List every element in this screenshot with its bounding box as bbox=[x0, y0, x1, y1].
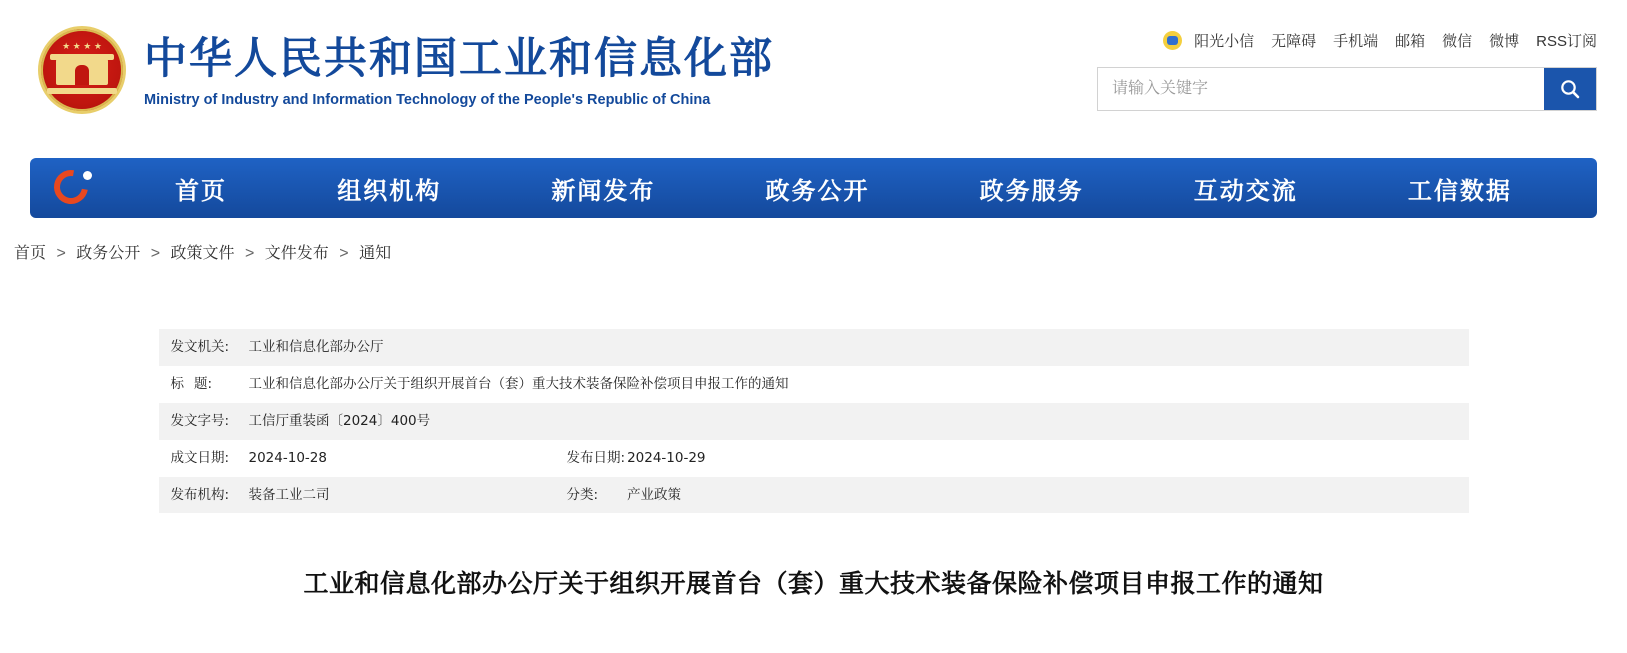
meta-value-department: 装备工业二司 bbox=[248, 486, 330, 503]
site-header bbox=[0, 0, 1627, 158]
breadcrumb-item-government-affairs[interactable]: 政务公开 bbox=[76, 245, 141, 262]
search-input[interactable] bbox=[1098, 68, 1544, 110]
meta-label-category-char: 分 bbox=[566, 486, 580, 503]
miit-swirl-logo-icon[interactable] bbox=[48, 168, 94, 208]
meta-label-title bbox=[159, 366, 247, 403]
meta-label-category-suffix: 类: bbox=[580, 486, 599, 503]
meta-label-title-char: 标 bbox=[170, 375, 194, 392]
top-links bbox=[1097, 30, 1597, 51]
site-title-en: Ministry of Industry and Information Technology of the People's Republic of China bbox=[144, 91, 711, 108]
table-row bbox=[159, 366, 1469, 403]
table-row bbox=[159, 477, 1469, 514]
top-link-accessibility[interactable]: 无障碍 bbox=[1271, 33, 1317, 50]
site-title-cn: 中华人民共和国工业和信息化部 bbox=[144, 34, 774, 85]
nav-item-organization[interactable]: 组织机构 bbox=[337, 176, 442, 205]
meta-label-published-date: 发布日期: bbox=[566, 449, 626, 466]
document-meta-table bbox=[159, 329, 1469, 513]
sunshine-icon bbox=[1163, 31, 1182, 50]
search-bar bbox=[1097, 67, 1597, 111]
meta-label-title-suffix: 题: bbox=[194, 375, 213, 392]
main-nav-wrapper bbox=[0, 158, 1627, 218]
breadcrumb-separator: > bbox=[56, 245, 66, 262]
nav-item-data[interactable]: 工信数据 bbox=[1407, 176, 1512, 205]
main-nav bbox=[30, 158, 1597, 218]
meta-value-published-date: 2024-10-29 bbox=[627, 449, 706, 466]
top-link-weibo[interactable]: 微博 bbox=[1489, 33, 1520, 50]
table-row bbox=[159, 329, 1469, 366]
meta-label-category bbox=[547, 477, 626, 514]
breadcrumb-item-home[interactable]: 首页 bbox=[14, 245, 47, 262]
top-link-sunshine[interactable]: 阳光小信 bbox=[1194, 33, 1255, 50]
breadcrumb-item-document-release[interactable]: 文件发布 bbox=[264, 245, 329, 262]
search-icon bbox=[1558, 77, 1582, 101]
breadcrumb bbox=[0, 218, 1627, 263]
breadcrumb-separator: > bbox=[150, 245, 161, 262]
breadcrumb-separator: > bbox=[339, 245, 349, 262]
table-row bbox=[159, 440, 1469, 477]
emblem-stars: ★ ★ ★ ★ bbox=[62, 41, 102, 52]
top-link-mail[interactable]: 邮箱 bbox=[1395, 33, 1426, 50]
page-title: 工业和信息化部办公厅关于组织开展首台（套）重大技术装备保险补偿项目申报工作的通知 bbox=[303, 569, 1324, 599]
nav-item-government-affairs[interactable]: 政务公开 bbox=[765, 176, 870, 205]
meta-label-issuer: 发文机关: bbox=[170, 339, 230, 355]
nav-item-home[interactable]: 首页 bbox=[175, 176, 228, 205]
meta-label-docnum: 发文字号: bbox=[170, 412, 230, 429]
header-right bbox=[1097, 0, 1597, 111]
nav-item-government-services[interactable]: 政务服务 bbox=[979, 176, 1084, 205]
meta-value-title: 工业和信息化部办公厅关于组织开展首台（套）重大技术装备保险补偿项目申报工作的通知 bbox=[248, 375, 789, 392]
breadcrumb-item-notice[interactable]: 通知 bbox=[359, 245, 392, 262]
document-container bbox=[159, 329, 1469, 603]
search-button[interactable] bbox=[1544, 68, 1596, 110]
meta-value-issuer: 工业和信息化部办公厅 bbox=[248, 339, 384, 355]
meta-label-department: 发布机构: bbox=[170, 486, 230, 503]
national-emblem-icon bbox=[38, 26, 126, 114]
nav-item-news[interactable]: 新闻发布 bbox=[551, 176, 656, 205]
top-link-rss[interactable]: RSS订阅 bbox=[1536, 33, 1597, 50]
meta-value-category: 产业政策 bbox=[627, 486, 682, 503]
meta-value-drafted-date: 2024-10-28 bbox=[248, 449, 327, 466]
meta-value-docnum: 工信厅重装函〔2024〕400号 bbox=[248, 412, 431, 429]
meta-label-drafted-date: 成文日期: bbox=[170, 449, 230, 466]
breadcrumb-item-policy-documents[interactable]: 政策文件 bbox=[170, 245, 235, 262]
nav-item-interaction[interactable]: 互动交流 bbox=[1193, 176, 1298, 205]
top-link-wechat[interactable]: 微信 bbox=[1442, 33, 1473, 50]
top-link-mobile[interactable]: 手机端 bbox=[1333, 33, 1379, 50]
table-row bbox=[159, 403, 1469, 440]
breadcrumb-separator: > bbox=[245, 245, 255, 262]
site-brand[interactable] bbox=[30, 0, 774, 114]
